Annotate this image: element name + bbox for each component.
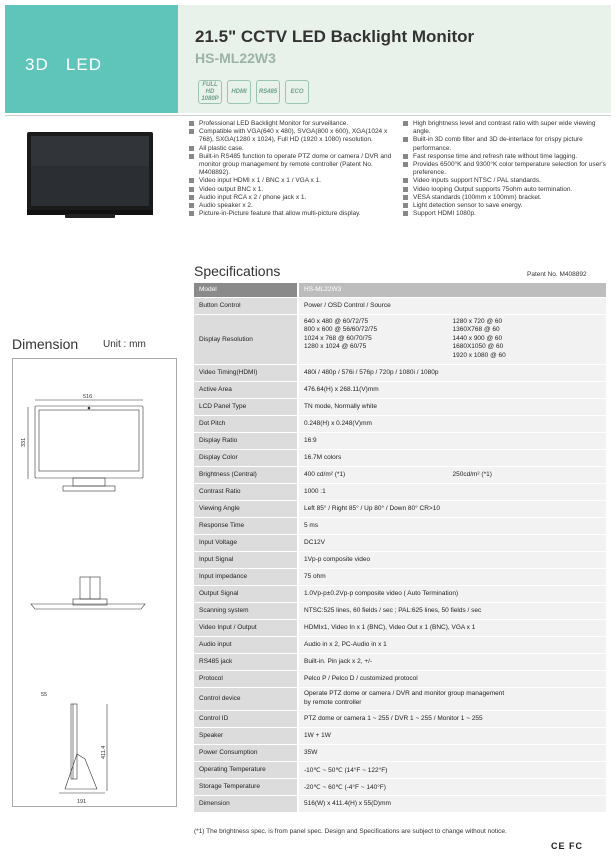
specifications-title: Specifications [194, 263, 281, 279]
dimension-unit: Unit : mm [103, 339, 146, 350]
product-badge: 3D LED [25, 55, 102, 74]
table-row [194, 761, 606, 778]
spec-key: Audio input [194, 636, 298, 653]
spec-key: Input Signal [194, 551, 298, 568]
spec-value: PTZ dome or camera 1 ~ 255 / DVR 1 ~ 255 / Monitor 1 ~ 255 [298, 710, 606, 727]
spec-value: Pelco P / Pelco D / customized protocol [298, 670, 606, 687]
resolution-item: 640 x 480 @ 60/72/75 [304, 317, 369, 325]
table-row [194, 602, 606, 619]
header-divider [5, 115, 611, 116]
table-row [194, 636, 606, 653]
spec-key: Viewing Angle [194, 500, 298, 517]
spec-key: Display Resolution [194, 314, 298, 364]
table-row [194, 710, 606, 727]
spec-key: Display Color [194, 449, 298, 466]
feature-item: Professional LED Backlight Monitor for surveillance. [188, 120, 398, 128]
spec-value [298, 466, 606, 483]
spec-value: 75 ohm [298, 568, 606, 585]
dim-side-depth: 55 [41, 692, 48, 698]
spec-value: 480i / 480p / 576i / 576p / 720p / 1080i / 1080p [298, 364, 606, 381]
dimension-title: Dimension [12, 336, 79, 352]
spec-value: Left 85° / Right 85° / Up 80° / Down 80° CR>10 [298, 500, 606, 517]
spec-value: -20℃ ~ 60℃ (-4°F ~ 140°F) [298, 778, 606, 795]
table-row [194, 364, 606, 381]
dim-front-width: 516 [83, 394, 93, 400]
table-row [194, 778, 606, 795]
spec-key: Protocol [194, 670, 298, 687]
table-row [194, 687, 606, 710]
table-row [194, 795, 606, 812]
spec-key: Control device [194, 687, 298, 710]
spec-key: Speaker [194, 727, 298, 744]
table-row [194, 283, 606, 297]
spec-value: 16:9 [298, 432, 606, 449]
hdmi-logo-icon: HDMI [227, 80, 251, 104]
feature-item: VESA standards (100mm x 100mm) bracket. [402, 194, 607, 202]
feature-list-left [188, 120, 398, 218]
product-title: 21.5" CCTV LED Backlight Monitor [195, 27, 475, 46]
spec-key: Power Consumption [194, 744, 298, 761]
spec-value: 35W [298, 744, 606, 761]
resolution-item: 800 x 600 @ 56/60/72/75 [304, 326, 378, 334]
spec-value: NTSC:525 lines, 60 fields / sec ; PAL:625 lines, 50 fields / sec [298, 602, 606, 619]
table-row [194, 653, 606, 670]
spec-key: Display Ratio [194, 432, 298, 449]
feature-item: Audio speaker x 2. [188, 202, 398, 210]
spec-key: Button Control [194, 297, 298, 314]
spec-key: Contrast Ratio [194, 483, 298, 500]
header-badge-panel [5, 5, 178, 113]
table-row [194, 483, 606, 500]
spec-key: Video Input / Output [194, 619, 298, 636]
feature-item: Video input HDMI x 1 / BNC x 1 / VGA x 1. [188, 177, 398, 185]
feature-item: Light detection sensor to save energy. [402, 202, 607, 210]
resolution-item: 1280 x 720 @ 60 [452, 317, 503, 325]
table-row [194, 534, 606, 551]
spec-key: Control ID [194, 710, 298, 727]
brightness-value: 250cd/m² (*1) [452, 471, 492, 478]
spec-key: Dimension [194, 795, 298, 812]
spec-key: Operating Temperature [194, 761, 298, 778]
dimension-drawings [13, 359, 178, 808]
dim-side-height: 411.4 [101, 745, 107, 759]
resolution-item: 1680X1050 @ 60 [452, 343, 504, 351]
feature-item: Built-in 3D comb filter and 3D de-interlace for crispy picture performance. [402, 136, 607, 152]
table-row [194, 314, 606, 364]
spec-value: Built-in. Pin jack x 2, +/- [298, 653, 606, 670]
feature-item: Picture-in-Picture feature that allow multi-picture display. [188, 210, 398, 218]
spec-value: TN mode, Normally white [298, 398, 606, 415]
table-row [194, 466, 606, 483]
spec-key: Output Signal [194, 585, 298, 602]
feature-item: Built-in RS485 function to operate PTZ dome or camera / DVR and monitor group management by remote controller (Patent No. M408892). [188, 153, 398, 178]
spec-value [298, 314, 606, 364]
fullhd-logo-icon: FULL HD 1080P [198, 80, 222, 104]
table-row [194, 585, 606, 602]
spec-value [298, 687, 606, 710]
feature-item: Support HDMI 1080p. [402, 210, 607, 218]
table-row [194, 551, 606, 568]
spec-value: 1.0Vp-p±0.2Vp-p composite video ( Auto Termination) [298, 585, 606, 602]
specifications-table [194, 283, 606, 813]
feature-item: Compatible with VGA(640 x 480), SVGA(800 x 600), XGA(1024 x 768), SXGA(1280 x 1024), Full HD (1920 x 1080) resolution. [188, 128, 398, 144]
table-row [194, 297, 606, 314]
feature-item: Video inputs support NTSC / PAL standards. [402, 177, 607, 185]
spec-value: 0.248(H) x 0.248(V)mm [298, 415, 606, 432]
feature-list-right [402, 120, 607, 218]
header-title-panel [178, 5, 611, 113]
patent-number: Patent No. M408892 [527, 271, 587, 278]
monitor-photo [25, 130, 155, 220]
spec-key: Video Timing(HDMI) [194, 364, 298, 381]
feature-item: Provides 6500°K and 9300°K color temperature selection for user's preference. [402, 161, 607, 177]
spec-value: 476.64(H) x 268.11(V)mm [298, 381, 606, 398]
table-row [194, 415, 606, 432]
spec-key: Scanning system [194, 602, 298, 619]
feature-item: Video looping Output supports 75ohm auto termination. [402, 186, 607, 194]
spec-key: Input Voltage [194, 534, 298, 551]
spec-value: DC12V [298, 534, 606, 551]
footnote: (*1) The brightness spec. is from panel spec. Design and Specifications are subject to change without notice. [194, 828, 507, 835]
table-row [194, 398, 606, 415]
brightness-value: 400 cd/m² (*1) [304, 471, 346, 478]
spec-key: Model [194, 283, 298, 297]
spec-value: 516(W) x 411.4(H) x 55(D)mm [298, 795, 606, 812]
spec-key: RS485 jack [194, 653, 298, 670]
dim-base-depth: 191 [77, 799, 87, 805]
feature-item: All plastic case. [188, 145, 398, 153]
table-row [194, 500, 606, 517]
rs485-logo-icon: RS485 [256, 80, 280, 104]
spec-key: Active Area [194, 381, 298, 398]
dim-front-height: 331 [21, 437, 27, 447]
spec-value: 5 ms [298, 517, 606, 534]
spec-value: 1Vp-p composite video [298, 551, 606, 568]
resolution-item: 1024 x 768 @ 60/70/75 [304, 334, 372, 342]
feature-item: Fast response time and refresh rate without time lagging. [402, 153, 607, 161]
feature-item: Audio input RCA x 2 / phone jack x 1. [188, 194, 398, 202]
feature-item: Video output BNC x 1. [188, 186, 398, 194]
resolution-item: 1360X768 @ 60 [452, 326, 500, 334]
spec-value: HS-ML22W3 [298, 283, 606, 297]
spec-value: Audio in x 2, PC-Audio in x 1 [298, 636, 606, 653]
spec-key: Response Time [194, 517, 298, 534]
table-row [194, 568, 606, 585]
resolution-item: 1440 x 900 @ 60 [452, 334, 503, 342]
spec-value: Power / OSD Control / Source [298, 297, 606, 314]
spec-key: Storage Temperature [194, 778, 298, 795]
eco-logo-icon: ECO [285, 80, 309, 104]
spec-value: 1000 :1 [298, 483, 606, 500]
resolution-item: 1280 x 1024 @ 60/75 [304, 343, 367, 351]
table-row [194, 381, 606, 398]
spec-key: Dot Pitch [194, 415, 298, 432]
control-device-line: Operate PTZ dome or camera / DVR and monitor group management [304, 690, 505, 698]
dimension-drawing-box [12, 358, 177, 807]
table-row [194, 744, 606, 761]
table-row [194, 449, 606, 466]
table-row [194, 619, 606, 636]
table-row [194, 727, 606, 744]
product-model: HS-ML22W3 [195, 50, 276, 66]
control-device-line: by remote controller [304, 698, 362, 706]
resolution-item: 1920 x 1080 @ 60 [452, 351, 506, 359]
spec-value: 16.7M colors [298, 449, 606, 466]
spec-key: LCD Panel Type [194, 398, 298, 415]
spec-value: HDMIx1, Video In x 1 (BNC), Video Out x 1 (BNC), VGA x 1 [298, 619, 606, 636]
table-row [194, 432, 606, 449]
table-row [194, 517, 606, 534]
spec-key: Brightness (Central) [194, 466, 298, 483]
certification-marks-icon: CE FC [551, 841, 583, 851]
spec-value: 1W + 1W [298, 727, 606, 744]
spec-value: -10℃ ~ 50℃ (14°F ~ 122°F) [298, 761, 606, 778]
spec-key: Input impedance [194, 568, 298, 585]
table-row [194, 670, 606, 687]
feature-item: High brightness level and contrast ratio with super wide viewing angle. [402, 120, 607, 136]
feature-logos [198, 80, 309, 104]
